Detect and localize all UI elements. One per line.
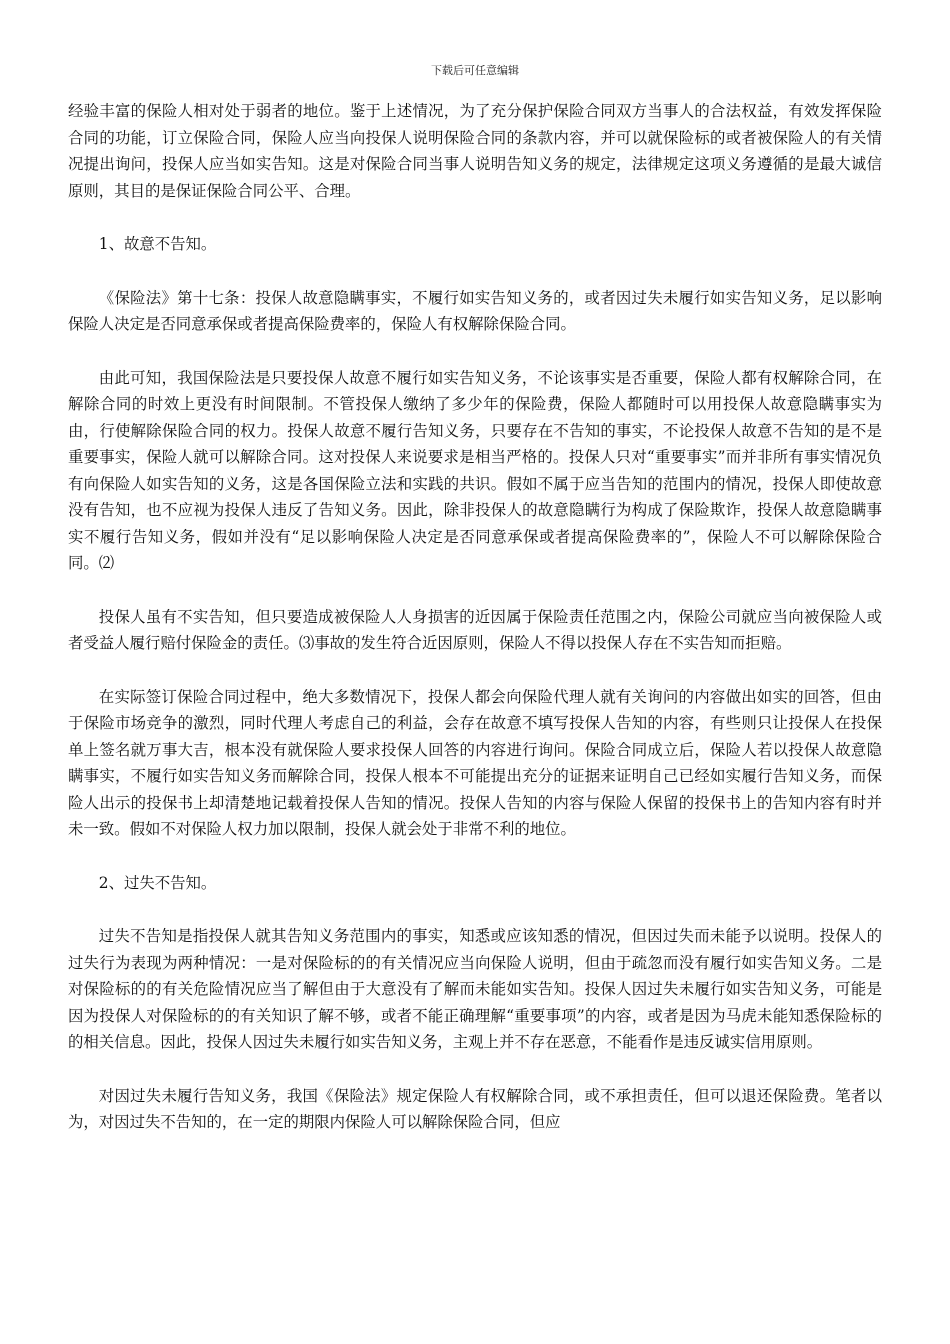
paragraph-analysis-intentional: 由此可知，我国保险法是只要投保人故意不履行如实告知义务，不论该事实是否重要，保险人都有权解除合同，在解除合同的时效上更没有时间限制。不管投保人缴纳了多少年的保险费，保险人都随时可以用投保人故意隐瞒事实为由，行使解除保险合同的权力。投保人故意不履行告知义务，只要存在不告知的事实，不论投保人故意不告知的是不是重要事实，保险人就可以解除合同。这对投保人来说要求是相当严格的。投保人只对“重要事实”而并非所有事实情况负有向保险人如实告知的义务，这是各国保险立法和实践的共识。假如不属于应当告知的范围内的情况，投保人即使故意没有告知，也不应视为投保人违反了告知义务。因此，除非投保人的故意隐瞒行为构成了保险欺诈，投保人故意隐瞒事实不履行告知义务，假如并没有“足以影响保险人决定是否同意承保或者提高保险费率的”，保险人不可以解除保险合同。⑵: [68, 368, 882, 572]
section-heading-intentional-nondisclosure: 1、故意不告知。: [98, 235, 217, 253]
paragraph-negligent-definition: 过失不告知是指投保人就其告知义务范围内的事实，知悉或应该知悉的情况，但因过失而未能予以说明。投保人的过失行为表现为两种情况：一是对保险标的的有关情况应当向保险人说明，但由于疏忽而没有履行如实告知义务。二是对保险标的的有关危险情况应当了解但由于大意没有了解而未能如实告知。投保人因过失未履行如实告知义务，可能是因为投保人对保险标的的有关知识了解不够，或者不能正确理解“重要事项”的内容，或者是因为马虎未能知悉保险标的的相关信息。因此，投保人因过失未履行如实告知义务，主观上并不存在恶意，不能看作是违反诚实信用原则。: [68, 927, 882, 1051]
document-body: [68, 98, 882, 1136]
paragraph-insurance-law-article-17: 《保险法》第十七条：投保人故意隐瞒事实，不履行如实告知义务的，或者因过失未履行如实告知义务，足以影响保险人决定是否同意承保或者提高保险费率的，保险人有权解除保险合同。: [68, 288, 882, 333]
paragraph-continuation: 经验丰富的保险人相对处于弱者的地位。鉴于上述情况，为了充分保护保险合同双方当事人的合法权益，有效发挥保险合同的功能，订立保险合同，保险人应当向投保人说明保险合同的条款内容，并可以就保险标的或者被保险人的有关情况提出询问，投保人应当如实告知。这是对保险合同当事人说明告知义务的规定，法律规定这项义务遵循的是最大诚信原则，其目的是保证保险合同公平、合理。: [68, 102, 882, 200]
paragraph-practical-signing: 在实际签订保险合同过程中，绝大多数情况下，投保人都会向保险代理人就有关询问的内容做出如实的回答，但由于保险市场竞争的激烈，同时代理人考虑自己的利益，会存在故意不填写投保人告知的内容，有些则只让投保人在投保单上签名就万事大吉，根本没有就保险人要求投保人回答的内容进行询问。保险合同成立后，保险人若以投保人故意隐瞒事实，不履行如实告知义务而解除合同，投保人根本不可能提出充分的证据来证明自己已经如实履行告知义务，而保险人出示的投保书上却清楚地记载着投保人告知的情况。投保人告知的内容与保险人保留的投保书上的告知内容有时并未一致。假如不对保险人权力加以限制，投保人就会处于非常不利的地位。: [68, 687, 882, 838]
paragraph-negligent-remedy: 对因过失未履行告知义务，我国《保险法》规定保险人有权解除合同，或不承担责任，但可以退还保险费。笔者以为，对因过失不告知的，在一定的期限内保险人可以解除保险合同，但应: [68, 1086, 882, 1131]
page-header: 下载后可任意编辑: [431, 64, 519, 77]
section-heading-negligent-nondisclosure: 2、过失不告知。: [98, 873, 217, 892]
paragraph-proximate-cause: 投保人虽有不实告知，但只要造成被保险人人身损害的近因属于保险责任范围之内，保险公司就应当向被保险人或者受益人履行赔付保险金的责任。⑶事故的发生符合近因原则，保险人不得以投保人存在不实告知而拒赔。: [68, 607, 882, 652]
